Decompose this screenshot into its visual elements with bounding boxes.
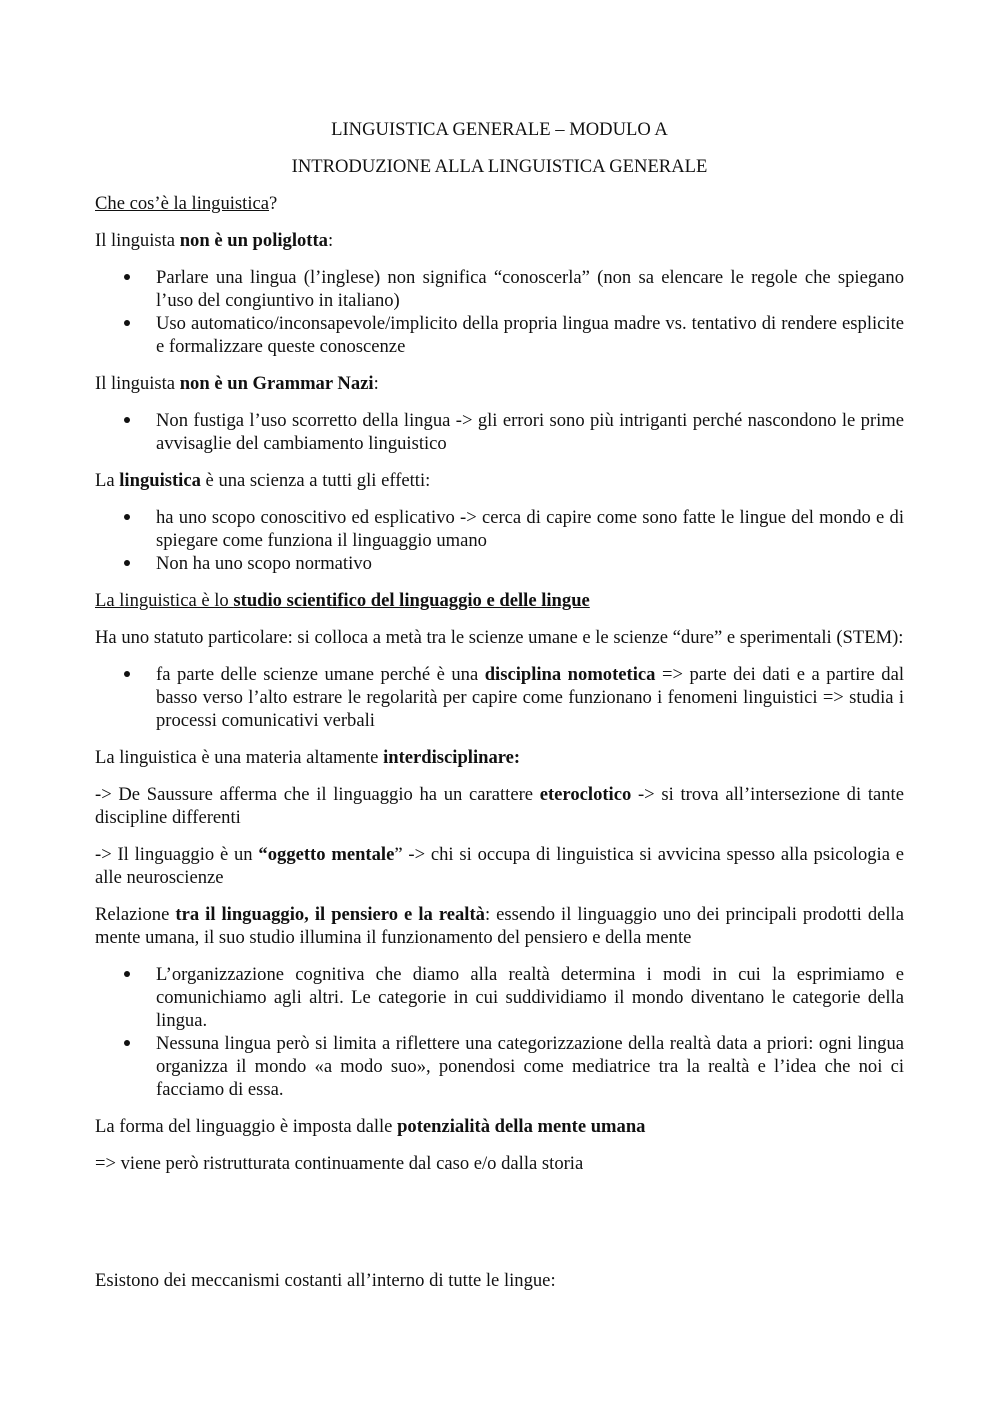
text-run: ” -> chi si occupa di linguistica si avvicina spesso alla psicologia e alle neuroscienze — [95, 844, 905, 888]
list-item: Non ha uno scopo normativo — [156, 552, 904, 575]
text-run: La linguistica è lo — [95, 590, 234, 611]
text-run: -> si trova all’intersezione di tante discipline differenti — [95, 784, 904, 828]
text-run: -> De Saussure afferma che il linguaggio ha un carattere — [95, 784, 540, 805]
text-run: : essendo il linguaggio uno dei principali prodotti della mente umana, il suo studio illumina il funzionamento del pensiero e della mente — [95, 904, 904, 948]
bold-run: non è un poliglotta — [179, 230, 328, 251]
list-item: Uso automatico/inconsapevole/implicito della propria lingua madre vs. tentativo di rendere esplicite e formalizzare queste conoscenze — [156, 313, 904, 357]
bold-run: “oggetto mentale — [258, 844, 395, 865]
section-scienza — [95, 469, 904, 492]
bold-run: eteroclotico — [539, 784, 632, 805]
bullet-list-statuto — [95, 663, 904, 732]
list-item: Parlare una lingua (l’inglese) non significa “conoscerla” (non sa elencare le regole che spiegano l’uso del congiuntivo in italiano) — [156, 267, 904, 311]
section-poliglotta — [95, 229, 904, 252]
bold-run: non è un Grammar Nazi — [179, 373, 374, 394]
text-run: : — [373, 373, 379, 394]
text-run: -> Il linguaggio è un — [95, 844, 259, 865]
text-run: => parte dei dati e a partire dal basso verso l’alto estrare le regolarità per capire come funzionano i fenomeni linguistici => studia i processi comunicativi verbali — [156, 664, 904, 731]
blank-space — [95, 1189, 904, 1269]
bold-run: interdisciplinare: — [383, 747, 521, 768]
text-run: è una scienza a tutti gli effetti: — [200, 470, 431, 491]
bold-run: studio scientifico del linguaggio e delle lingue — [233, 590, 590, 611]
bold-run: disciplina nomotetica — [484, 664, 656, 685]
list-item: L’organizzazione cognitiva che diamo alla realtà determina i modi in cui la esprimiamo e comunichiamo agli altri. Le categorie in cui suddividiamo il mondo diventano le categorie della lingua. — [156, 964, 904, 1031]
list-item: ha uno scopo conoscitivo ed esplicativo -> cerca di capire come sono fatte le lingue del mondo e di spiegare come funziona il linguaggio umano — [156, 507, 904, 551]
text-run: fa parte delle scienze umane perché è una — [156, 664, 485, 685]
question-heading-underlined: Che cos’è la linguistica — [95, 193, 270, 214]
bold-run: tra il linguaggio, il pensiero e la realtà — [175, 904, 485, 925]
interdisciplinare-paragraph — [95, 746, 904, 769]
question-heading — [95, 192, 904, 215]
bullet-list-poliglotta — [95, 266, 904, 358]
definition-heading — [95, 589, 904, 612]
saussure-paragraph — [95, 783, 904, 829]
document-page — [95, 118, 904, 1306]
forma-paragraph — [95, 1115, 904, 1138]
document-title: LINGUISTICA GENERALE – MODULO A — [331, 119, 668, 140]
text-run: La — [95, 470, 120, 491]
text-run: Relazione — [95, 904, 176, 925]
text-run: La linguistica è una materia altamente — [95, 747, 384, 768]
relazione-paragraph — [95, 903, 904, 949]
ristrutturata-paragraph: => viene però ristrutturata continuamente dal caso e/o dalla storia — [95, 1153, 584, 1174]
oggetto-mentale-paragraph — [95, 843, 904, 889]
statuto-paragraph: Ha uno statuto particolare: si colloca a metà tra le scienze umane e le scienze “dure” e sperimentali (STEM): — [95, 627, 904, 648]
bullet-list-scienza — [95, 506, 904, 575]
list-item — [156, 663, 904, 732]
document-subtitle: INTRODUZIONE ALLA LINGUISTICA GENERALE — [291, 156, 708, 177]
list-item: Nessuna lingua però si limita a riflettere una categorizzazione della realtà data a priori: ogni lingua organizza il mondo «a modo suo», ponendosi come mediatrice tra la realtà e l’idea che noi ci facciamo di essa. — [156, 1033, 904, 1100]
section-grammar-nazi — [95, 372, 904, 395]
text-run: La forma del linguaggio è imposta dalle — [95, 1116, 398, 1137]
bold-run: potenzialità della mente umana — [397, 1116, 646, 1137]
bullet-list-grammar-nazi — [95, 409, 904, 455]
bold-run: linguistica — [119, 470, 201, 491]
text-run: Il linguista — [95, 230, 180, 251]
text-run: Il linguista — [95, 373, 180, 394]
text-run: : — [327, 230, 334, 251]
question-mark: ? — [269, 193, 278, 214]
list-item: Non fustiga l’uso scorretto della lingua -> gli errori sono più intriganti perché nascondono le prime avvisaglie del cambiamento linguistico — [156, 410, 904, 454]
bullet-list-relazione — [95, 963, 904, 1101]
meccanismi-paragraph: Esistono dei meccanismi costanti all’interno di tutte le lingue: — [95, 1270, 556, 1291]
